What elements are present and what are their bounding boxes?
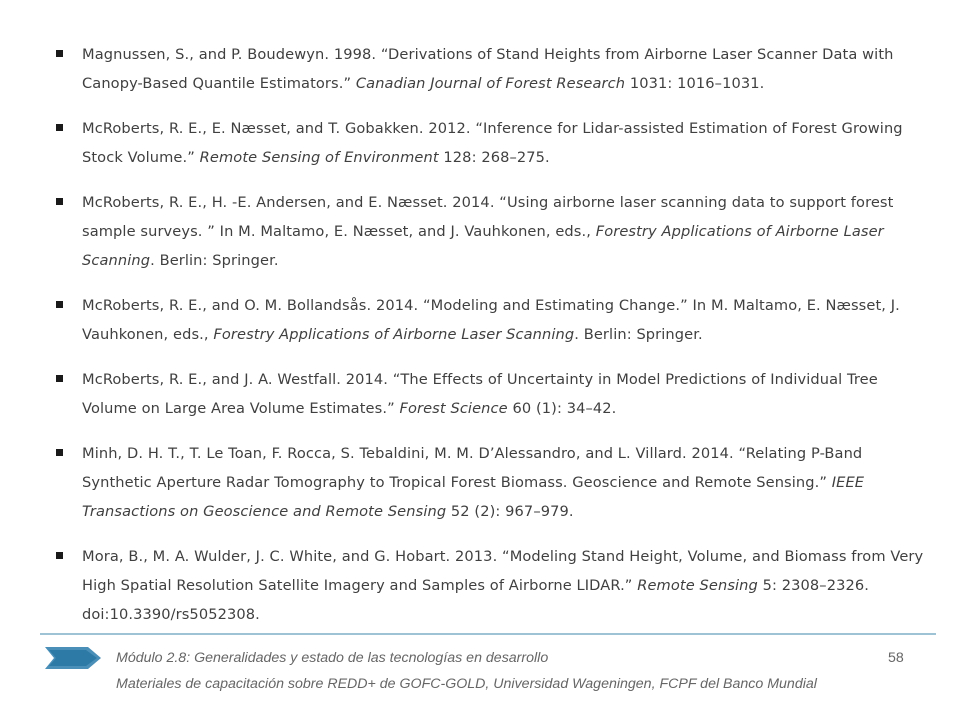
square-bullet-icon	[56, 198, 63, 205]
reference-text: McRoberts, R. E., and O. M. Bollandsås. 2014. “Modeling and Estimating Change.” In M. Maltamo, E. Næsset, J. Vauhkonen, eds.,	[82, 297, 900, 343]
footer-divider	[40, 633, 936, 635]
footer-materials-credit: Materiales de capacitación sobre REDD+ de GOFC-GOLD, Universidad Wageningen, FCPF del Banco Mundial	[116, 676, 817, 692]
reference-item	[56, 365, 936, 423]
reference-list	[56, 40, 936, 645]
reference-journal: Forestry Applications of Airborne Laser Scanning	[213, 326, 575, 343]
reference-item	[56, 439, 936, 526]
reference-item	[56, 188, 936, 275]
reference-text: McRoberts, R. E., H. -E. Andersen, and E. Næsset. 2014. “Using airborne laser scanning data to support forest sample surveys. ” In M. Maltamo, E. Næsset, and J. Vauhkonen, eds.,	[82, 194, 894, 240]
reference-text: McRoberts, R. E., and J. A. Westfall. 2014. “The Effects of Uncertainty in Model Predictions of Individual Tree Volume on Large Area Volume Estimates.”	[82, 371, 878, 417]
reference-citation: 5: 2308–2326. doi:10.3390/rs5052308.	[82, 577, 869, 623]
reference-text: Magnussen, S., and P. Boudewyn. 1998. “Derivations of Stand Heights from Airborne Laser Scanner Data with Canopy-Based Quantile Estimators.”	[82, 46, 894, 92]
reference-item	[56, 291, 936, 349]
reference-text: Mora, B., M. A. Wulder, J. C. White, and G. Hobart. 2013. “Modeling Stand Height, Volume, and Biomass from Very High Spatial Resolution Satellite Imagery and Samples of Airborne LIDAR.”	[82, 548, 924, 594]
reference-text: Minh, D. H. T., T. Le Toan, F. Rocca, S. Tebaldini, M. M. D’Alessandro, and L. Villard. 2014. “Relating P-Band Synthetic Aperture Radar Tomography to Tropical Forest Biomass. Geoscience and Remote Sensing.”	[82, 445, 863, 491]
footer-module-title: Módulo 2.8: Generalidades y estado de las tecnologías en desarrollo	[116, 650, 549, 666]
reference-journal: Remote Sensing of Environment	[199, 149, 439, 166]
chevron-arrow-icon	[44, 645, 104, 671]
square-bullet-icon	[56, 449, 63, 456]
reference-journal: Forest Science	[399, 400, 508, 417]
page-number: 58	[888, 650, 904, 666]
reference-journal: Canadian Journal of Forest Research	[355, 75, 626, 92]
reference-item	[56, 114, 936, 172]
reference-text: McRoberts, R. E., E. Næsset, and T. Gobakken. 2012. “Inference for Lidar-assisted Estimation of Forest Growing Stock Volume.”	[82, 120, 903, 166]
reference-citation: . Berlin: Springer.	[150, 252, 279, 269]
reference-citation: 52 (2): 967–979.	[446, 503, 574, 520]
reference-journal: Remote Sensing	[637, 577, 758, 594]
square-bullet-icon	[56, 124, 63, 131]
reference-citation: 1031: 1016–1031.	[625, 75, 765, 92]
square-bullet-icon	[56, 375, 63, 382]
square-bullet-icon	[56, 301, 63, 308]
square-bullet-icon	[56, 552, 63, 559]
reference-journal: IEEE Transactions on Geoscience and Remote Sensing	[82, 474, 865, 520]
square-bullet-icon	[56, 50, 63, 57]
reference-item	[56, 542, 936, 629]
reference-citation: 60 (1): 34–42.	[507, 400, 617, 417]
reference-citation: 128: 268–275.	[438, 149, 550, 166]
reference-item	[56, 40, 936, 98]
reference-citation: . Berlin: Springer.	[574, 326, 703, 343]
reference-journal: Forestry Applications of Airborne Laser Scanning	[82, 223, 884, 269]
